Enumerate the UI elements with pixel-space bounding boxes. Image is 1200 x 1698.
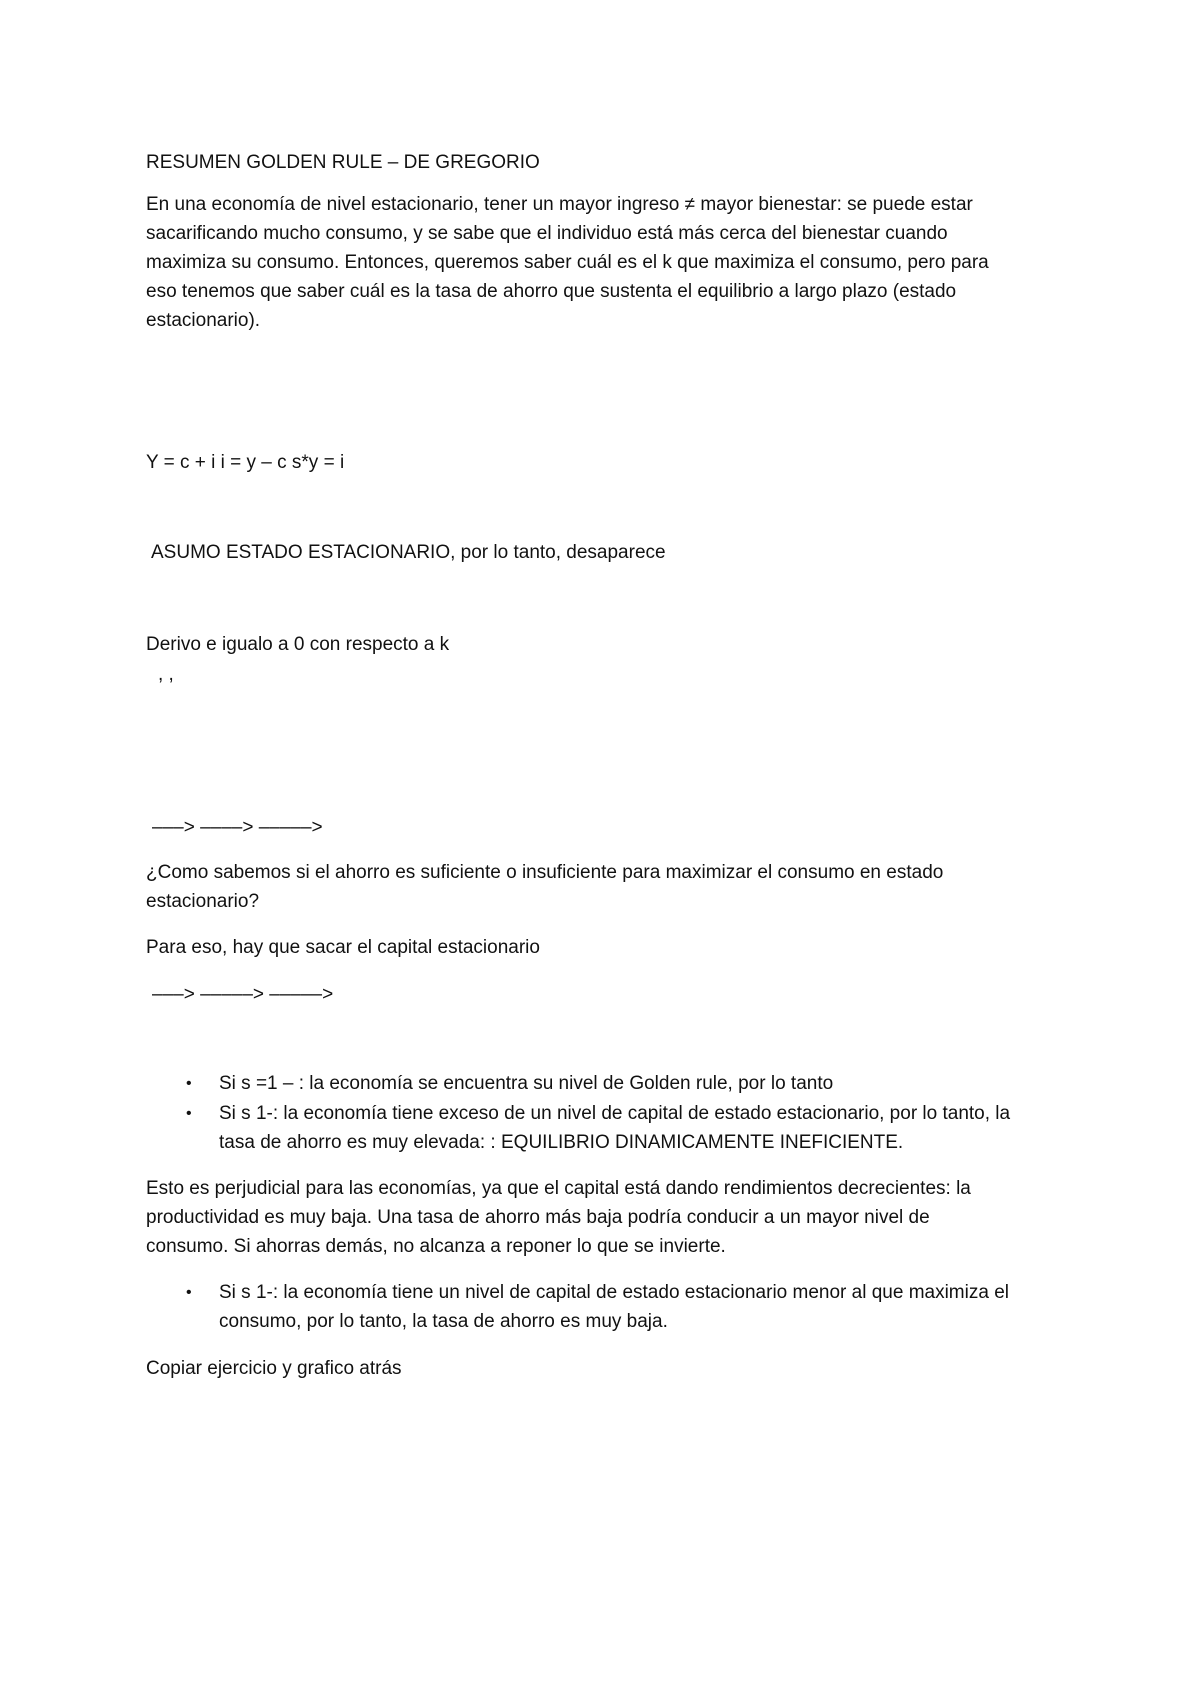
bullet-icon: • xyxy=(186,1284,192,1301)
equation-line: Y = c + i i = y – c s*y = i xyxy=(146,452,345,473)
arrows-line-1: –––> ––––> –––––> xyxy=(152,817,323,838)
formula-placeholder-commas: , , xyxy=(158,664,174,685)
list-item-text xyxy=(219,1278,1009,1336)
detriment-paragraph xyxy=(146,1174,1076,1261)
detriment-line: consumo. Si ahorras demás, no alcanza a reponer lo que se invierte. xyxy=(146,1236,726,1257)
list-item-line: Si s 1-: la economía tiene exceso de un nivel de capital de estado estacionario, por lo tanto, la xyxy=(219,1103,1011,1124)
derive-line: Derivo e igualo a 0 con respecto a k xyxy=(146,634,450,655)
question-line: ¿Como sabemos si el ahorro es suficiente o insuficiente para maximizar el consumo en estado xyxy=(146,862,944,883)
intro-line: estacionario). xyxy=(146,310,261,331)
assumption-line: ASUMO ESTADO ESTACIONARIO, por lo tanto, desaparece xyxy=(151,542,666,563)
footer-note: Copiar ejercicio y grafico atrás xyxy=(146,1358,402,1379)
list-item-line: Si s 1-: la economía tiene un nivel de capital de estado estacionario menor al que maximiza el xyxy=(219,1282,1009,1303)
intro-line: eso tenemos que saber cuál es la tasa de ahorro que sustenta el equilibrio a largo plazo (estado xyxy=(146,281,957,302)
intro-line: sacarificando mucho consumo, y se sabe que el individuo está más cerca del bienestar cuando xyxy=(146,223,948,244)
bullet-icon: • xyxy=(186,1105,192,1122)
bullet-icon: • xyxy=(186,1075,192,1092)
list-item-line: consumo, por lo tanto, la tasa de ahorro es muy baja. xyxy=(219,1311,668,1332)
intro-line: maximiza su consumo. Entonces, queremos saber cuál es el k que maximiza el consumo, pero para xyxy=(146,252,989,273)
document-title: RESUMEN GOLDEN RULE – DE GREGORIO xyxy=(146,152,540,173)
list-item-line: tasa de ahorro es muy elevada: : EQUILIBRIO DINAMICAMENTE INEFICIENTE. xyxy=(219,1132,904,1153)
capital-line: Para eso, hay que sacar el capital estacionario xyxy=(146,937,540,958)
detriment-line: Esto es perjudicial para las economías, ya que el capital está dando rendimientos decrecientes: la xyxy=(146,1178,971,1199)
arrows-line-2: –––> –––––> –––––> xyxy=(152,984,334,1005)
detriment-line: productividad es muy baja. Una tasa de ahorro más baja podría conducir a un mayor nivel de xyxy=(146,1207,930,1228)
question-paragraph xyxy=(146,858,1076,916)
list-item-text xyxy=(219,1069,833,1098)
intro-line: En una economía de nivel estacionario, tener un mayor ingreso ≠ mayor bienestar: se puede estar xyxy=(146,194,973,215)
intro-paragraph xyxy=(146,190,1076,335)
list-item-line: Si s =1 – : la economía se encuentra su nivel de Golden rule, por lo tanto xyxy=(219,1073,834,1094)
question-line: estacionario? xyxy=(146,891,260,912)
list-item-text xyxy=(219,1099,1010,1157)
